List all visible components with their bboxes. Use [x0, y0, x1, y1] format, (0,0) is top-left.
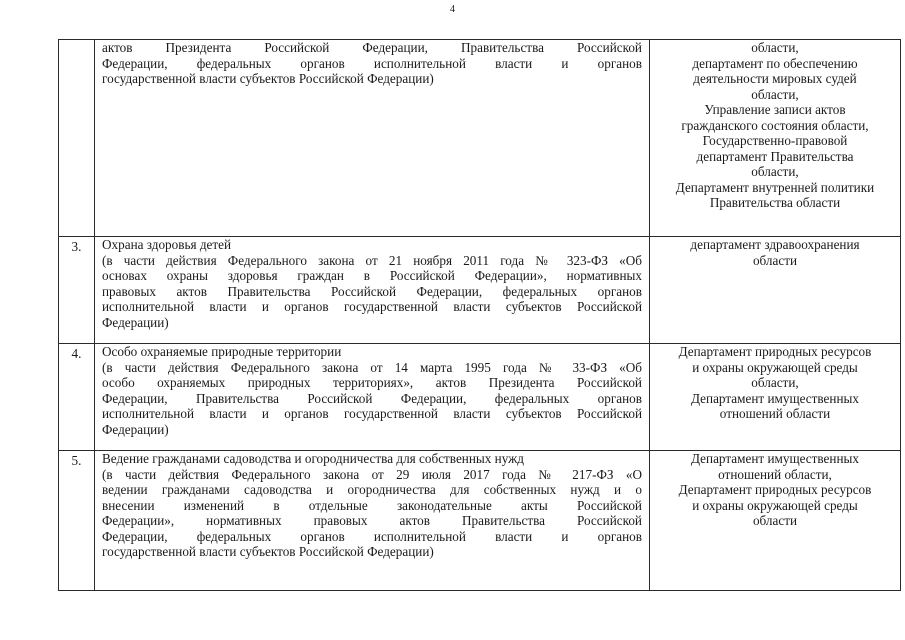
row-description: [95, 344, 650, 451]
row-departments: [650, 451, 901, 591]
text-line: (в части действия Федерального закона от 21 ноября 2011 года № 323-ФЗ «Об: [102, 252, 642, 268]
text-line: актов Президента Российской Федерации, Правительства Российской: [102, 40, 642, 55]
text-line: Федерации, федеральных органов исполнительной власти и органов: [102, 528, 642, 544]
dept-line: отношений области: [719, 406, 831, 421]
dept-line: и охраны окружающей среды: [692, 497, 858, 513]
dept-line: Департамент внутренней политики: [675, 179, 875, 195]
dept-line: департамент Правительства: [696, 148, 854, 164]
row-departments: [650, 40, 901, 237]
dept-line: области: [752, 252, 798, 268]
text-line: Федерации, Правительства Российской Федерации, федеральных органов: [102, 390, 642, 406]
row-number: [59, 40, 95, 237]
row-number: 3.: [59, 237, 95, 344]
text-line: государственной власти субъектов Российской Федерации): [102, 544, 434, 559]
text-line: (в части действия Федерального закона от 14 марта 1995 года № 33-ФЗ «Об: [102, 359, 642, 375]
dept-line: области,: [751, 40, 799, 55]
dept-line: области,: [751, 375, 799, 390]
row-heading: Особо охраняемые природные территории: [102, 344, 342, 359]
dept-line: Департамент имущественных: [691, 451, 859, 466]
text-line: ведении гражданами садоводства и огородничества для собственных нужд и о: [102, 482, 642, 497]
dept-line: и охраны окружающей среды: [692, 359, 858, 375]
row-heading: Ведение гражданами садоводства и огородничества для собственных нужд: [102, 451, 524, 466]
row-departments: [650, 237, 901, 344]
text-line: (в части действия Федерального закона от 29 июля 2017 года № 217-ФЗ «О: [102, 466, 642, 482]
row-number: 5.: [59, 451, 95, 591]
dept-line: области,: [751, 86, 799, 102]
responsibility-table: [58, 39, 901, 591]
row-description: [95, 40, 650, 237]
row-description: [95, 237, 650, 344]
dept-line: Управление записи актов: [704, 102, 846, 117]
dept-line: Департамент имущественных: [691, 390, 859, 406]
text-line: исполнительной власти и органов государственной власти субъектов Российской: [102, 406, 642, 421]
dept-line: департамент по обеспечению: [692, 55, 858, 71]
row-number: 4.: [59, 344, 95, 451]
text-line: внесении изменений в отдельные законодательные акты Российской: [102, 497, 642, 513]
table-row: [59, 237, 901, 344]
table-row: [59, 40, 901, 237]
row-description: [95, 451, 650, 591]
table-row: [59, 344, 901, 451]
dept-line: департамент здравоохранения: [690, 237, 860, 252]
dept-line: отношений области,: [718, 466, 832, 482]
dept-line: Государственно-правовой: [702, 133, 848, 148]
dept-line: области,: [751, 164, 799, 179]
text-line: особо охраняемых природных территориях», актов Президента Российской: [102, 375, 642, 390]
text-line: правовых актов Правительства Российской Федерации, федеральных органов: [102, 283, 642, 299]
page-number: 4: [450, 4, 455, 15]
dept-line: Правительства области: [709, 195, 841, 210]
text-line: Федерации): [102, 421, 169, 437]
text-line: Федерации): [102, 314, 169, 330]
dept-line: гражданского состояния области,: [681, 117, 869, 133]
dept-line: деятельности мировых судей: [693, 71, 857, 86]
text-line: исполнительной власти и органов государственной власти субъектов Российской: [102, 299, 642, 314]
text-line: Федерации», нормативных правовых актов Правительства Российской: [102, 513, 642, 528]
row-heading: Охрана здоровья детей: [102, 237, 232, 252]
dept-line: области: [752, 513, 798, 528]
table-row: [59, 451, 901, 591]
text-line: Федерации, федеральных органов исполнительной власти и органов: [102, 55, 642, 71]
text-line: основах охраны здоровья граждан в Российской Федерации», нормативных: [102, 268, 642, 283]
dept-line: Департамент природных ресурсов: [678, 482, 872, 497]
dept-line: Департамент природных ресурсов: [678, 344, 872, 359]
text-line: государственной власти субъектов Российской Федерации): [102, 71, 434, 86]
row-departments: [650, 344, 901, 451]
